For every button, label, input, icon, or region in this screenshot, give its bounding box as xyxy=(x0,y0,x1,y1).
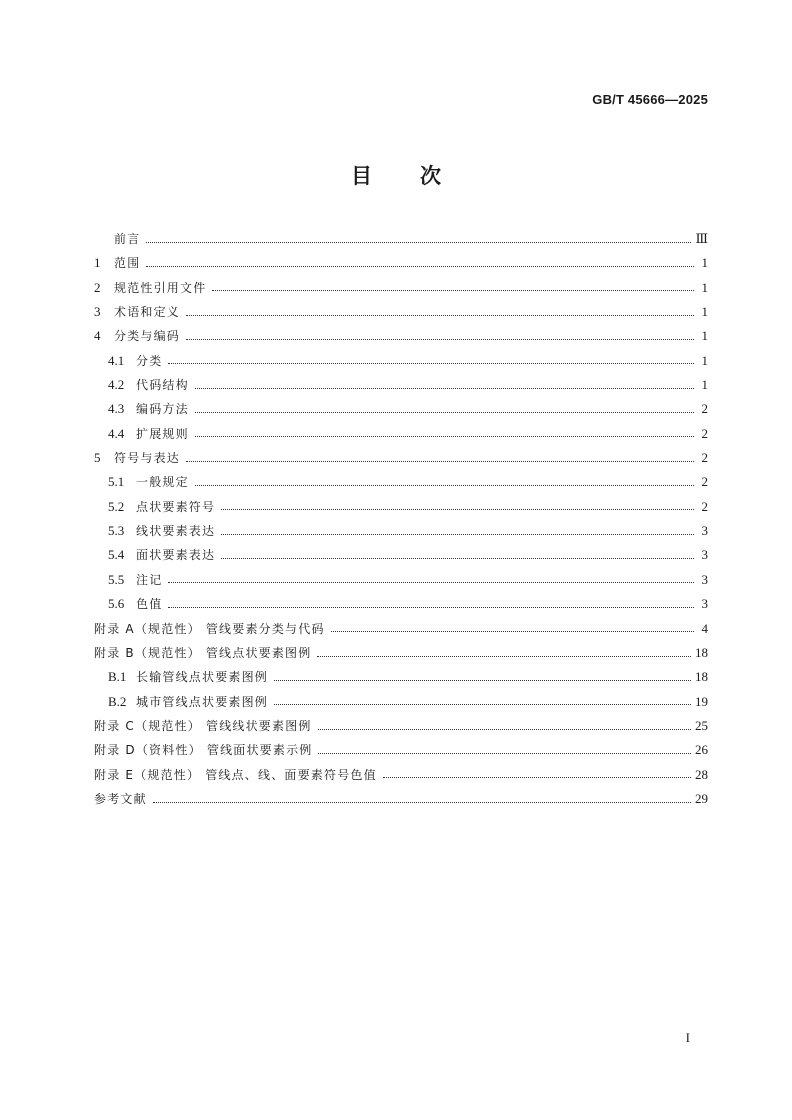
toc-entry-number: 5.2 xyxy=(108,498,125,514)
page-number: I xyxy=(685,1030,690,1045)
dot-leader xyxy=(195,436,694,437)
toc-entry-label: 扩展规则 xyxy=(136,426,189,441)
toc-entry-label: 编码方法 xyxy=(136,402,189,417)
toc-entry-label: 色值 xyxy=(136,597,163,612)
toc-entry-page: 26 xyxy=(695,742,708,758)
toc-entry[interactable] xyxy=(94,300,708,324)
toc-entry-label: 长输管线点状要素图例 xyxy=(136,670,269,685)
toc-entry-page: 1 xyxy=(701,377,708,393)
toc-entry-label: 规范性引用文件 xyxy=(114,280,207,295)
dot-leader xyxy=(186,315,694,316)
toc-entry[interactable] xyxy=(94,690,708,714)
toc-entry-label: 面状要素表达 xyxy=(136,548,216,563)
page-title xyxy=(0,160,792,190)
toc-entry-page: 3 xyxy=(701,596,708,612)
toc-entry-page: 2 xyxy=(701,498,708,514)
toc-entry-page: 18 xyxy=(695,669,708,685)
dot-leader xyxy=(146,266,694,267)
toc-entry-page: 2 xyxy=(701,474,708,490)
toc-entry[interactable] xyxy=(94,665,708,689)
toc-entry[interactable] xyxy=(94,373,708,397)
toc-entry[interactable] xyxy=(94,568,708,592)
toc-entry-number: 5 xyxy=(94,450,101,466)
toc-entry-number: 5.5 xyxy=(108,571,125,587)
toc-entry-number: 3 xyxy=(94,304,101,320)
toc-entry-number: 4.3 xyxy=(108,401,125,417)
toc-entry-number: 4.2 xyxy=(108,377,125,393)
toc-entry-label: 分类 xyxy=(136,353,163,368)
title-char-1: 目 xyxy=(351,164,372,188)
toc-entry-page: 19 xyxy=(695,693,708,709)
toc-entry[interactable] xyxy=(94,397,708,421)
toc-entry-page: Ⅲ xyxy=(695,231,708,246)
toc-entry-label: 范围 xyxy=(114,256,141,271)
toc-entry[interactable] xyxy=(94,543,708,567)
toc-entry-label: 参考文献 xyxy=(94,791,147,806)
dot-leader xyxy=(195,485,694,486)
dot-leader xyxy=(146,242,691,243)
toc-entry-page: 18 xyxy=(695,644,708,660)
toc-entry[interactable] xyxy=(94,227,708,251)
toc-entry-label: 附录 A（规范性） 管线要素分类与代码 xyxy=(94,621,325,636)
dot-leader xyxy=(221,558,694,559)
toc-entry-page: 3 xyxy=(701,523,708,539)
toc-entry[interactable] xyxy=(94,763,708,787)
toc-entry[interactable] xyxy=(94,422,708,446)
toc-entry[interactable] xyxy=(94,738,708,762)
toc-entry-label: 附录 E（规范性） 管线点、线、面要素符号色值 xyxy=(94,767,377,782)
toc-entry[interactable] xyxy=(94,446,708,470)
toc-entry-label: 代码结构 xyxy=(136,378,189,393)
toc-entry[interactable] xyxy=(94,787,708,811)
toc-entry-page: 2 xyxy=(701,450,708,466)
toc-entry-label: 附录 C（规范性） 管线线状要素图例 xyxy=(94,718,312,733)
toc-entry-label: 城市管线点状要素图例 xyxy=(136,694,269,709)
toc-entry-label: 注记 xyxy=(136,572,163,587)
dot-leader xyxy=(274,680,691,681)
toc-entry[interactable] xyxy=(94,641,708,665)
toc-entry-page: 4 xyxy=(701,620,708,636)
toc-entry-number: 5.1 xyxy=(108,474,125,490)
toc-entry-number: B.2 xyxy=(108,693,127,709)
dot-leader xyxy=(331,631,694,632)
title-char-2: 次 xyxy=(420,164,441,188)
toc-entry-page: 2 xyxy=(701,425,708,441)
toc-entry[interactable] xyxy=(94,519,708,543)
toc-entry-number: B.1 xyxy=(108,669,127,685)
toc-entry-label: 附录 B（规范性） 管线点状要素图例 xyxy=(94,645,312,660)
toc-entry-page: 3 xyxy=(701,547,708,563)
dot-leader xyxy=(186,461,694,462)
toc-entry-number: 2 xyxy=(94,279,101,295)
toc-entry-label: 点状要素符号 xyxy=(136,499,216,514)
dot-leader xyxy=(168,607,694,608)
toc-entry-page: 1 xyxy=(701,279,708,295)
dot-leader xyxy=(195,412,694,413)
toc-entry-number: 5.6 xyxy=(108,596,125,612)
toc-entry-page: 1 xyxy=(701,304,708,320)
toc-entry-number: 4.1 xyxy=(108,352,125,368)
dot-leader xyxy=(186,339,694,340)
toc-entry-page: 2 xyxy=(701,401,708,417)
dot-leader xyxy=(221,509,694,510)
dot-leader xyxy=(153,802,691,803)
dot-leader xyxy=(318,729,691,730)
toc-entry[interactable] xyxy=(94,592,708,616)
toc-entry[interactable] xyxy=(94,251,708,275)
toc-entry[interactable] xyxy=(94,714,708,738)
standard-code: GB/T 45666—2025 xyxy=(592,92,708,107)
toc-entry-label: 术语和定义 xyxy=(114,305,181,320)
dot-leader xyxy=(221,534,694,535)
toc-entry-number: 5.4 xyxy=(108,547,125,563)
toc-entry[interactable] xyxy=(94,470,708,494)
table-of-contents xyxy=(94,227,708,811)
dot-leader xyxy=(274,704,691,705)
toc-entry[interactable] xyxy=(94,276,708,300)
toc-entry-number: 1 xyxy=(94,255,101,271)
toc-entry-label: 分类与编码 xyxy=(114,329,181,344)
toc-entry-page: 1 xyxy=(701,255,708,271)
dot-leader xyxy=(317,656,691,657)
dot-leader xyxy=(212,290,694,291)
dot-leader xyxy=(195,388,694,389)
toc-entry-page: 1 xyxy=(701,352,708,368)
toc-entry-page: 29 xyxy=(695,790,708,806)
toc-entry-page: 1 xyxy=(701,328,708,344)
toc-entry[interactable] xyxy=(94,324,708,348)
dot-leader xyxy=(168,363,694,364)
toc-entry-number: 5.3 xyxy=(108,523,125,539)
toc-entry[interactable] xyxy=(94,349,708,373)
toc-entry[interactable] xyxy=(94,617,708,641)
toc-entry-label: 线状要素表达 xyxy=(136,524,216,539)
toc-entry-page: 25 xyxy=(695,717,708,733)
toc-entry-label: 符号与表达 xyxy=(114,451,181,466)
toc-entry-label: 前言 xyxy=(114,232,141,246)
dot-leader xyxy=(168,582,694,583)
toc-entry-label: 附录 D（资料性） 管线面状要素示例 xyxy=(94,743,313,758)
toc-entry-label: 一般规定 xyxy=(136,475,189,490)
dot-leader xyxy=(383,777,691,778)
toc-entry-page: 3 xyxy=(701,571,708,587)
toc-entry-page: 28 xyxy=(695,766,708,782)
toc-entry-number: 4.4 xyxy=(108,425,125,441)
toc-entry-number: 4 xyxy=(94,328,101,344)
toc-entry[interactable] xyxy=(94,495,708,519)
dot-leader xyxy=(318,753,691,754)
